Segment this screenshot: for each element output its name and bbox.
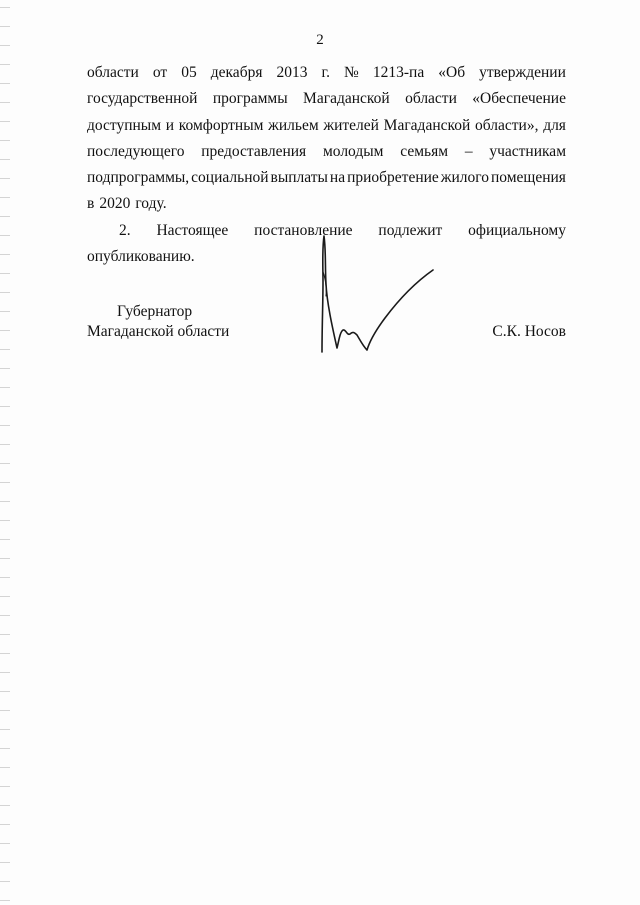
word: официальному xyxy=(468,221,566,239)
word: для xyxy=(543,116,566,134)
word: от xyxy=(152,64,168,81)
word: постановление xyxy=(254,221,353,239)
word: «Обеспечение xyxy=(472,90,566,108)
word: участникам xyxy=(489,142,566,160)
word: молодым xyxy=(322,142,384,160)
word: области», xyxy=(475,116,539,134)
signatory-title-line-2: Магаданской области xyxy=(87,323,230,340)
scan-edge-artifact xyxy=(0,0,10,905)
text-line xyxy=(87,165,566,191)
word: утверждении xyxy=(479,64,566,81)
word: г. xyxy=(321,64,331,81)
word: и xyxy=(165,116,175,134)
word: последующего xyxy=(87,142,185,160)
word: № xyxy=(344,64,359,81)
text-line xyxy=(87,139,566,165)
word: «Об xyxy=(438,64,466,81)
word: государственной xyxy=(87,90,198,108)
word: 2. xyxy=(119,221,131,239)
word: социальной xyxy=(191,169,269,187)
text-line xyxy=(87,60,566,86)
word: жильем xyxy=(268,116,319,134)
word: предоставления xyxy=(201,142,307,160)
word: 2013 xyxy=(276,64,308,81)
word: комфортным xyxy=(178,116,264,134)
word: – xyxy=(464,142,473,160)
word: Настоящее xyxy=(156,221,229,239)
signatory-name: С.К. Носов xyxy=(492,323,566,340)
word: году. xyxy=(135,195,167,213)
word: 1213-па xyxy=(372,64,425,81)
word: программы xyxy=(212,90,288,108)
word: области xyxy=(87,64,139,81)
word: области xyxy=(405,90,457,108)
text-line xyxy=(87,113,566,139)
word: семьям xyxy=(400,142,449,160)
word: выплаты xyxy=(270,169,328,187)
word: доступным xyxy=(87,116,162,134)
word: 2020 xyxy=(99,195,131,213)
word: Магаданской xyxy=(303,90,390,108)
word: жилого xyxy=(440,169,489,187)
word: декабря xyxy=(210,64,263,81)
signatory-title-line-1: Губернатор xyxy=(117,303,193,320)
page-number: 2 xyxy=(316,32,324,48)
word: подлежит xyxy=(378,221,443,239)
word: жителей xyxy=(323,116,379,134)
paragraph-1 xyxy=(87,60,566,218)
text-line xyxy=(87,86,566,112)
text-line xyxy=(87,191,566,217)
word: опубликованию. xyxy=(87,248,195,266)
word: на xyxy=(329,169,346,187)
word: помещения xyxy=(490,169,566,187)
word: 05 xyxy=(181,64,197,81)
word: подпрограммы, xyxy=(87,169,190,187)
word: в xyxy=(87,195,95,213)
word: Магаданской xyxy=(383,116,471,134)
word: приобретение xyxy=(347,169,439,187)
handwritten-signature xyxy=(313,232,438,357)
